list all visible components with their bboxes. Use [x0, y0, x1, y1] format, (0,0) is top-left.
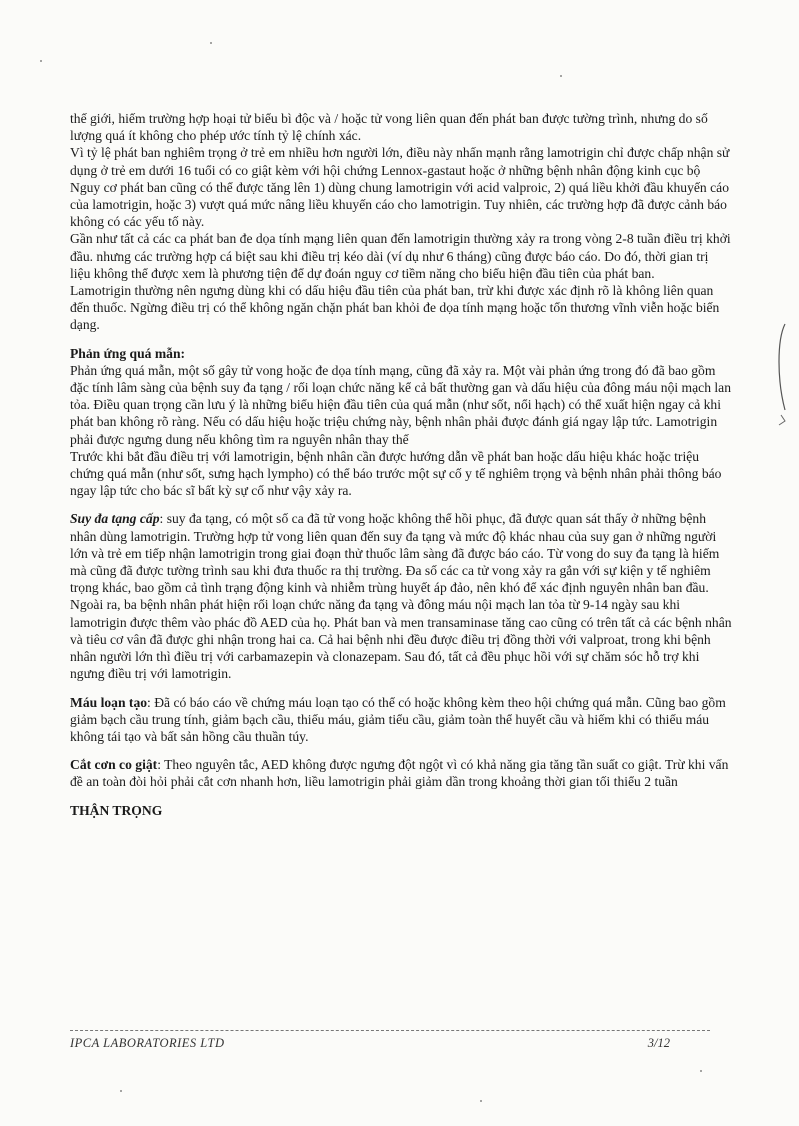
scan-speck: [560, 75, 562, 77]
scan-speck: [210, 42, 212, 44]
seizure-text: : Theo nguyên tắc, AED không được ngưng đột ngột vì có khả năng gia tăng tần suất co giật. Trừ khi vấn đề an toàn đòi hỏi phải cắt cơn nhanh hơn, liều lamotrigin phải giảm dần trong khoảng thời gian tối thiểu 2 tuần: [70, 757, 729, 790]
scan-speck: [120, 1090, 122, 1092]
paragraph-intro-3: Nguy cơ phát ban cũng có thể được tăng lên 1) dùng chung lamotrigin với acid valproic, 2) quá liều khởi đầu khuyến cáo của lamotrigin, hoặc 3) vượt quá mức nâng liều khuyến cáo cho lamotrigin. Tuy nhiên, các trường hợp đã được cảnh báo không có các yếu tố này.: [70, 179, 729, 230]
paragraph-intro-2: Vì tỷ lệ phát ban nghiêm trọng ở trẻ em nhiều hơn người lớn, điều này nhấn mạnh rằng lamotrigin chỉ được chấp nhận sử dụng ở trẻ em dưới 16 tuổi có co giật kèm với hội chứng Lennox-gastaut hoặc ở những bệnh nhân động kinh cục bộ: [70, 145, 730, 178]
caution-heading: THẬN TRỌNG: [70, 802, 163, 818]
scan-speck: [40, 60, 42, 62]
blood-heading: Máu loạn tạo: [70, 694, 148, 710]
scan-speck: [480, 1100, 482, 1102]
margin-bracket-mark: [771, 320, 791, 440]
hypersensitivity-paragraph-2: Trước khi bắt đầu điều trị với lamotrigin, bệnh nhân cần được hướng dẫn về phát ban hoặc dấu hiệu khác hoặc triệu chứng quá mẫn (như sốt, sưng hạch lympho) có thể báo trước một sự cố y tế nghiêm trọng và bệnh nhân phải thông báo ngay lập tức cho bác sĩ bất kỳ sự cố như vậy xảy ra.: [70, 448, 722, 499]
paragraph-intro-1: thế giới, hiếm trường hợp hoại tử biểu bì độc và / hoặc tử vong liên quan đến phát ban được tường trình, nhưng do số lượng quá ít không cho phép ước tính tỷ lệ chính xác.: [70, 111, 708, 144]
document-body: [70, 110, 732, 819]
hypersensitivity-paragraph-1: Phản ứng quá mẫn, một số gây tử vong hoặc đe dọa tính mạng, cũng đã xảy ra. Một vài phản ứng trong đó đã bao gồm đặc tính lâm sàng của bệnh suy đa tạng / rối loạn chức năng kể cả bất thường gan và dấu hiệu của đông máu nội mạch lan tỏa. Điều quan trọng cần lưu ý là những biểu hiện đầu tiên của quá mẫn (như sốt, nổi hạch) có thể xuất hiện ngay cả khi phát ban không rõ ràng. Nếu có dấu hiệu hoặc triệu chứng này, bệnh nhân phải được đánh giá ngay lập tức. Lamotrigin phải được ngưng dung nếu không tìm ra nguyên nhân thay thế: [70, 362, 732, 447]
seizure-heading: Cắt cơn co giật: [70, 757, 158, 773]
hypersensitivity-heading: Phản ứng quá mẫn:: [70, 345, 186, 361]
footer-company: IPCA LABORATORIES LTD: [70, 1036, 225, 1050]
blood-paragraph: [70, 694, 732, 746]
mof-paragraph-2: Ngoài ra, ba bệnh nhân phát hiện rối loạn chức năng đa tạng và đông máu nội mạch lan tỏa từ 9-14 ngày sau khi lamotrigin được thêm vào phác đồ AED của họ. Phát ban và men transaminase tăng cao cũng có trên tất cả các bệnh nhân và tiêu cơ vân đã được ghi nhận trong hai ca. Cả hai bệnh nhi đều được điều trị đồng thời với valproat, trong khi bệnh nhân người lớn thì điều trị với carbamazepin và clonazepam. Sau đó, tất cả đều phục hồi với sự chăm sóc hỗ trợ khi ngưng điều trị với lamotrigin.: [70, 597, 732, 682]
mof-paragraph-1: [70, 510, 732, 596]
blood-text: : Đã có báo cáo về chứng máu loạn tạo có thể có hoặc không kèm theo hội chứng quá mẫn. Cũng bao gồm giảm bạch cầu trung tính, giảm bạch cầu, thiếu máu, giảm tiểu cầu, giảm toàn thể huyết cầu và hiếm khi có thiếu máu không tái tạo và bất sản hồng cầu thuần túy.: [70, 694, 726, 744]
footer-page-number: 3/12: [647, 1036, 670, 1050]
paragraph-intro-4: Gần như tất cả các ca phát ban đe dọa tính mạng liên quan đến lamotrigin thường xảy ra trong vòng 2-8 tuần điều trị khởi đầu. nhưng các trường hợp cá biệt sau khi điều trị kéo dài (ví dụ như 6 tháng) cũng được báo cáo. Do đó, thời gian trị liệu không thể được xem là phương tiện để dự đoán nguy cơ tiềm năng cho biểu hiện đầu tiên của phát ban.: [70, 231, 731, 281]
page-footer: [70, 1030, 710, 1054]
scan-speck: [700, 1070, 702, 1072]
mof-heading: Suy đa tạng cấp: [70, 511, 160, 527]
footer-divider: [70, 1030, 710, 1031]
seizure-paragraph: [70, 756, 732, 790]
paragraph-intro-5: Lamotrigin thường nên ngưng dùng khi có dấu hiệu đầu tiên của phát ban, trừ khi được xác định rõ là không liên quan đến thuốc. Ngừng điều trị có thể không ngăn chặn phát ban khỏi đe dọa tính mạng hoặc tổn thương vĩnh viễn hoặc biến dạng.: [70, 283, 720, 333]
mof-text: : suy đa tạng, có một số ca đã tử vong hoặc không thể hồi phục, đã được quan sát thấy ở những bệnh nhân dùng lamotrigin. Trường hợp tử vong liên quan đến suy đa tạng và mức độ khác nhau của suy gan ở những người lớn và trẻ em tiếp nhận lamotrigin trong giai đoạn thử thuốc lâm sàng đã được báo cáo. Từ vong do suy đa tạng là hiếm mà cũng đã được tường trình sau khi đưa thuốc ra thị trường. Đa số các ca tử vong xảy ra gắn với sự kiện y tế nghiêm trọng khác, bao gồm cả tình trạng động kinh và nhiễm trùng huyết áp đảo, nên khó để xác định nguyên nhân ban đầu.: [70, 511, 720, 596]
